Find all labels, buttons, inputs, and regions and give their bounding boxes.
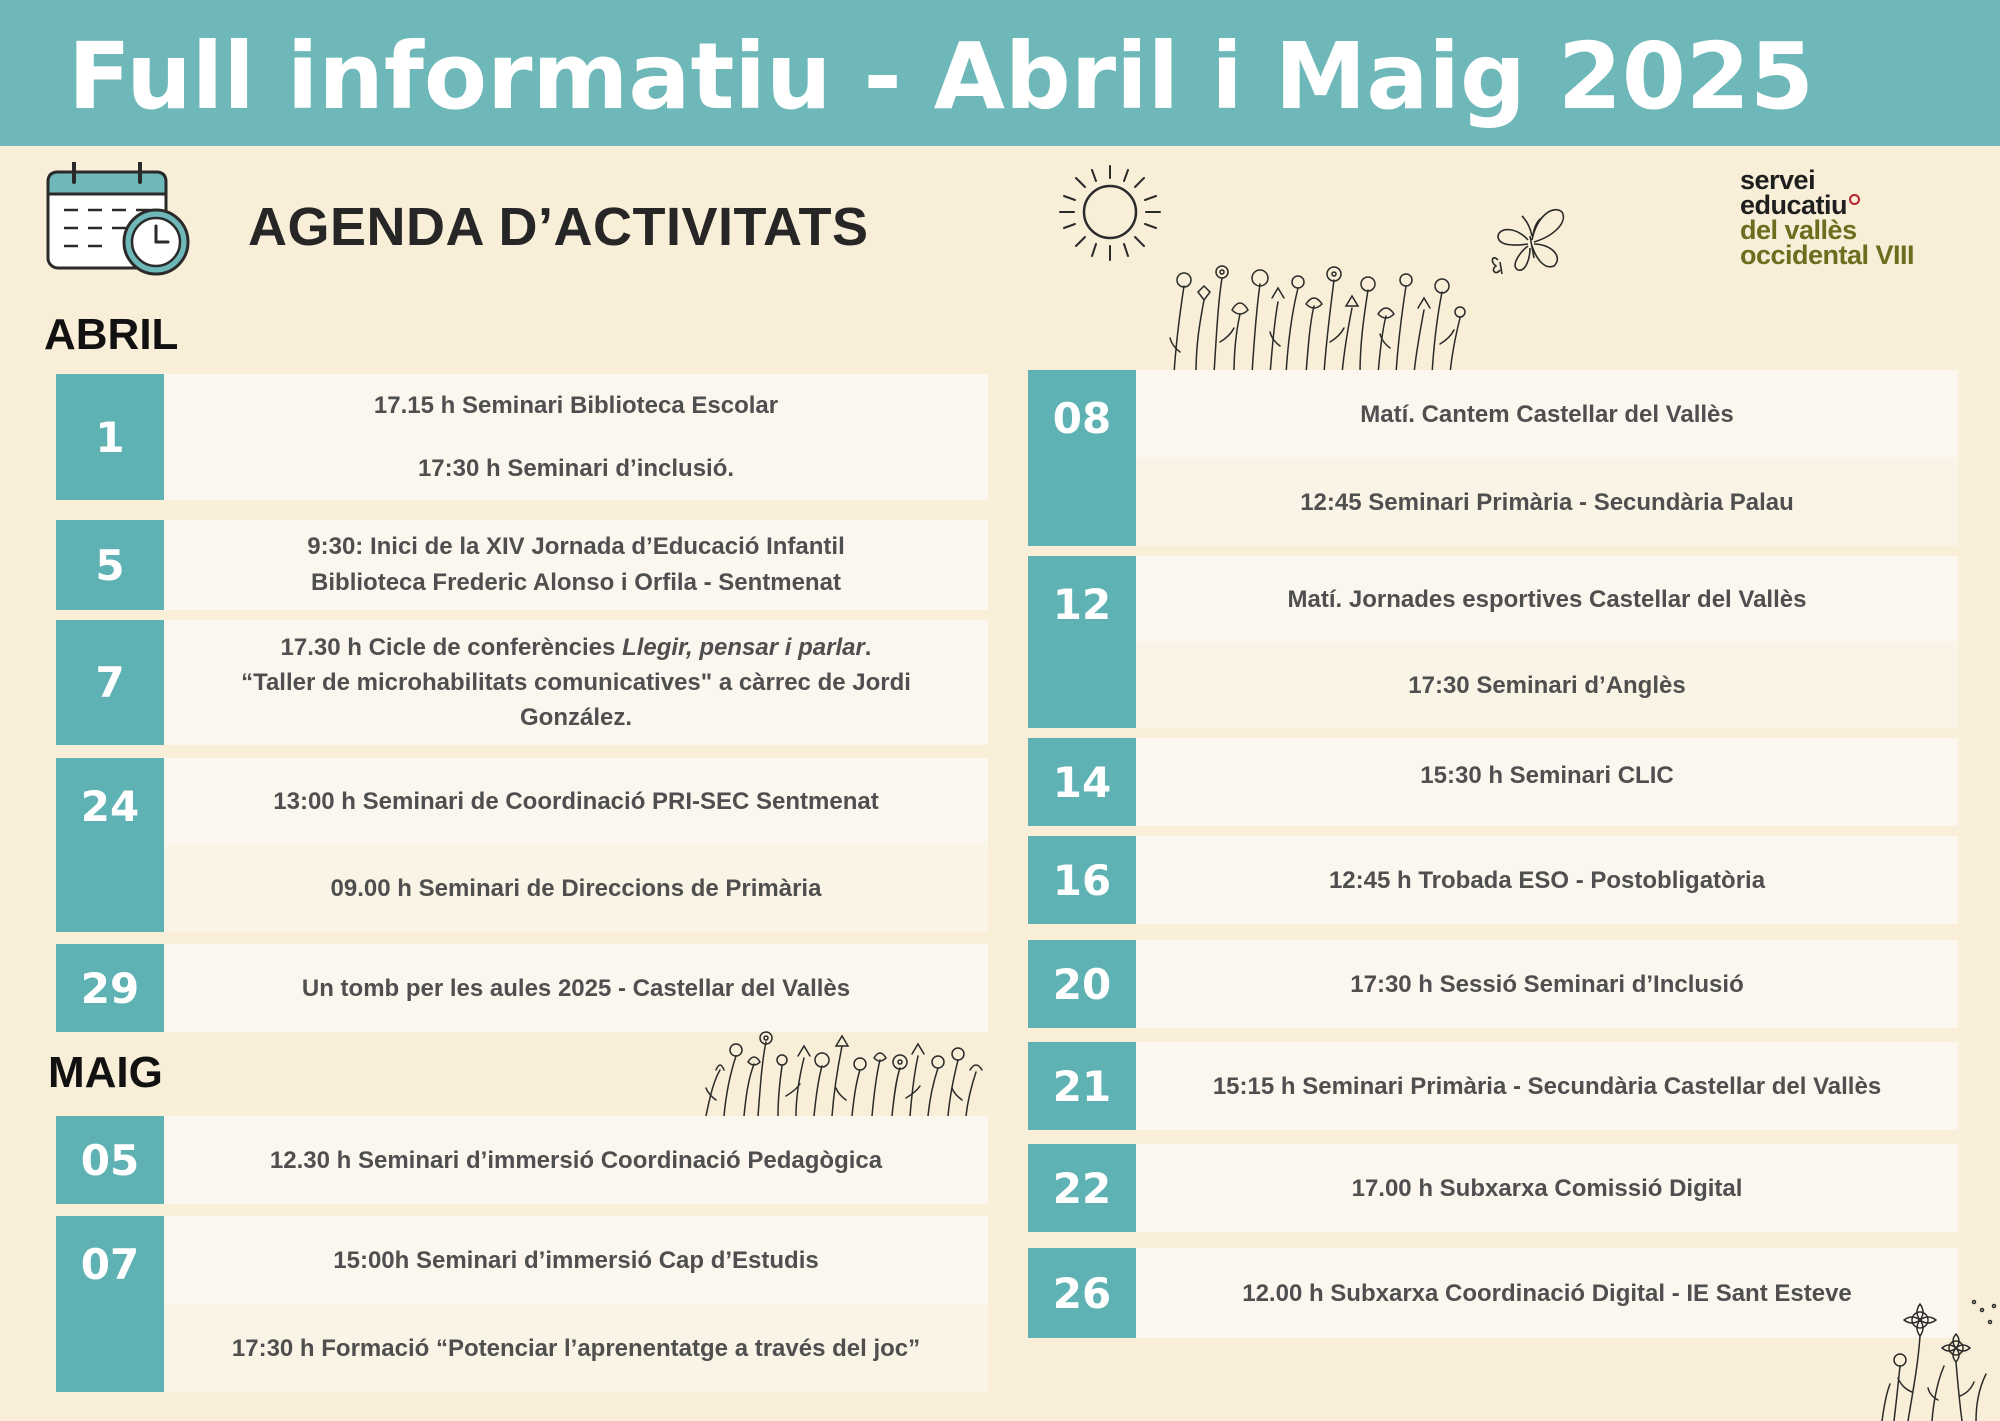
event-text: 17.00 h Subxarxa Comissió Digital (1136, 1144, 1958, 1232)
agenda-entry (56, 758, 988, 932)
agenda-title: AGENDA D’ACTIVITATS (248, 197, 869, 257)
event-text: 17.15 h Seminari Biblioteca Escolar (164, 374, 988, 437)
day-number: 20 (1028, 940, 1136, 1028)
logo-dot-icon (1849, 194, 1860, 205)
sun-icon (1056, 164, 1164, 264)
agenda-entry (56, 944, 988, 1032)
event-text: 13:00 h Seminari de Coordinació PRI-SEC Sentmenat (164, 758, 988, 845)
day-number: 1 (56, 374, 164, 500)
servei-educatiu-logo (1740, 165, 1915, 270)
event-text: 17:30 h Formació “Potenciar l’aprenentatge a través del joc” (164, 1304, 988, 1392)
event-text: 17.30 h Cicle de conferències Llegir, pensar i parlar. “Taller de microhabilitats comunicatives" a càrrec de Jordi González. (164, 620, 988, 745)
event-text: 12:45 h Trobada ESO - Postobligatòria (1136, 836, 1958, 924)
agenda-entry (56, 1216, 988, 1392)
day-number: 14 (1028, 738, 1136, 826)
event-text: 15:30 h Seminari CLIC (1136, 738, 1958, 826)
event-text: Matí. Jornades esportives Castellar del Vallès (1136, 556, 1958, 642)
agenda-entry (1028, 370, 1958, 546)
butterfly-icon (1488, 200, 1570, 282)
day-number: 21 (1028, 1042, 1136, 1130)
agenda-entry (1028, 1042, 1958, 1130)
agenda-entry (56, 620, 988, 745)
wildflowers-icon (1160, 262, 1480, 374)
event-text: 12:45 Seminari Primària - Secundària Palau (1136, 458, 1958, 546)
day-number: 12 (1028, 556, 1136, 728)
agenda-entry (1028, 738, 1958, 826)
day-number: 07 (56, 1216, 164, 1392)
event-text: 17:30 h Sessió Seminari d’Inclusió (1136, 940, 1958, 1028)
event-text: 09.00 h Seminari de Direccions de Primària (164, 845, 988, 932)
day-number: 26 (1028, 1248, 1136, 1338)
event-text: 12.00 h Subxarxa Coordinació Digital - IE Sant Esteve (1136, 1248, 1958, 1338)
logo-line-3: del vallès (1740, 215, 1857, 245)
agenda-entry (1028, 1248, 1958, 1338)
day-number: 7 (56, 620, 164, 745)
day-number: 05 (56, 1116, 164, 1204)
event-text: Matí. Cantem Castellar del Vallès (1136, 370, 1958, 458)
event-text: 15:00h Seminari d’immersió Cap d’Estudis (164, 1216, 988, 1304)
agenda-entry (1028, 1144, 1958, 1232)
month-label-may: MAIG (48, 1048, 163, 1097)
event-text: 17:30 Seminari d’Anglès (1136, 642, 1958, 728)
page-title: Full informatiu - Abril i Maig 2025 (68, 23, 1814, 130)
agenda-entry (56, 1116, 988, 1204)
day-number: 5 (56, 520, 164, 610)
agenda-entry (56, 374, 988, 500)
event-text: 12.30 h Seminari d’immersió Coordinació Pedagògica (164, 1116, 988, 1204)
agenda-entry (56, 520, 988, 610)
logo-line-2: educatiu (1740, 193, 1914, 218)
agenda-entry (1028, 836, 1958, 924)
day-number: 24 (56, 758, 164, 932)
agenda-entry (1028, 940, 1958, 1028)
day-number: 29 (56, 944, 164, 1032)
calendar-clock-icon (44, 162, 194, 280)
event-text: Un tomb per les aules 2025 - Castellar del Vallès (164, 944, 988, 1032)
event-text: 15:15 h Seminari Primària - Secundària Castellar del Vallès (1136, 1042, 1958, 1130)
month-label-april: ABRIL (44, 310, 179, 359)
logo-line-4: occidental VIII (1740, 240, 1915, 270)
logo-line-1: servei (1740, 165, 1816, 195)
event-text: 9:30: Inici de la XIV Jornada d’Educació Infantil Biblioteca Frederic Alonso i Orfila - Sentmenat (164, 520, 988, 610)
agenda-entry (1028, 556, 1958, 728)
day-number: 16 (1028, 836, 1136, 924)
wildflowers-icon (696, 1030, 988, 1116)
event-text: 17:30 h Seminari d’inclusió. (164, 437, 988, 500)
header-banner (0, 0, 2000, 146)
day-number: 08 (1028, 370, 1136, 546)
day-number: 22 (1028, 1144, 1136, 1232)
wildflowers-icon (1872, 1296, 2000, 1421)
